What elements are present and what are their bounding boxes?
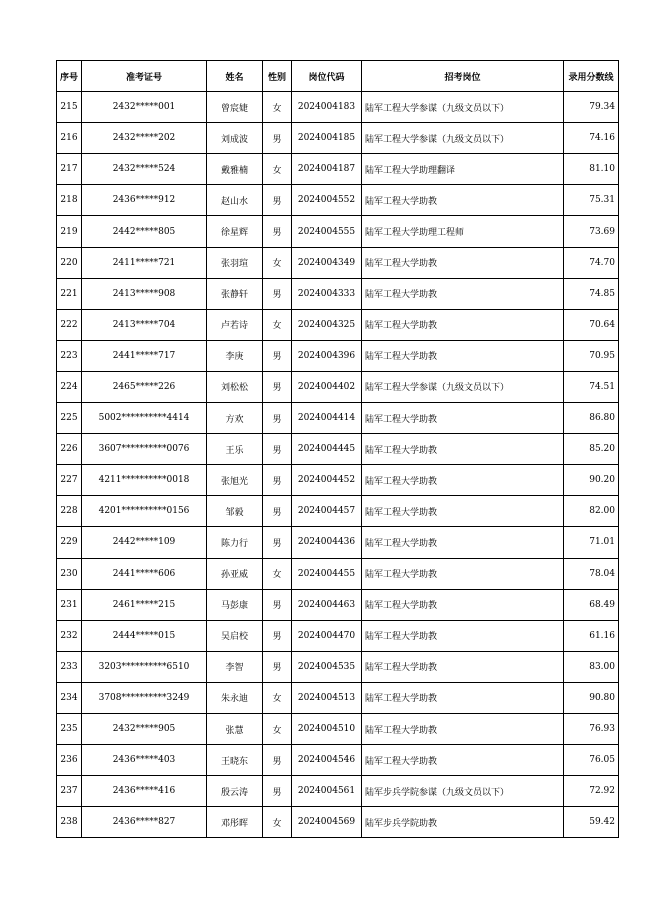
cell-ticket-number: 2436*****416 — [82, 776, 207, 807]
cell-name: 张静轩 — [207, 278, 263, 309]
cell-index: 231 — [57, 589, 82, 620]
cell-ticket-number: 3708**********3249 — [82, 682, 207, 713]
cell-post-code: 2024004561 — [292, 776, 362, 807]
cell-post: 陆军工程大学助教 — [362, 589, 564, 620]
cell-index: 232 — [57, 620, 82, 651]
cell-post-code: 2024004325 — [292, 309, 362, 340]
table-row — [57, 340, 619, 371]
cell-score-line: 74.51 — [564, 371, 619, 402]
cell-gender: 男 — [263, 185, 292, 216]
cell-post: 陆军工程大学助理工程师 — [362, 216, 564, 247]
cell-name: 刘成波 — [207, 123, 263, 154]
table-row — [57, 651, 619, 682]
cell-post: 陆军工程大学助教 — [362, 434, 564, 465]
cell-post-code: 2024004452 — [292, 465, 362, 496]
cell-score-line: 75.31 — [564, 185, 619, 216]
cell-post: 陆军步兵学院助教 — [362, 807, 564, 838]
cell-name: 李庚 — [207, 340, 263, 371]
cell-index: 228 — [57, 496, 82, 527]
header-index: 序号 — [57, 61, 82, 92]
cell-score-line: 74.16 — [564, 123, 619, 154]
cell-gender: 男 — [263, 465, 292, 496]
cell-index: 215 — [57, 92, 82, 123]
cell-index: 225 — [57, 403, 82, 434]
cell-gender: 男 — [263, 496, 292, 527]
cell-score-line: 90.80 — [564, 682, 619, 713]
cell-post: 陆军工程大学助教 — [362, 651, 564, 682]
cell-gender: 男 — [263, 651, 292, 682]
cell-post-code: 2024004333 — [292, 278, 362, 309]
cell-gender: 男 — [263, 371, 292, 402]
cell-score-line: 70.95 — [564, 340, 619, 371]
cell-gender: 男 — [263, 403, 292, 434]
cell-post-code: 2024004183 — [292, 92, 362, 123]
cell-score-line: 90.20 — [564, 465, 619, 496]
cell-post-code: 2024004396 — [292, 340, 362, 371]
table-row — [57, 309, 619, 340]
cell-post: 陆军工程大学助教 — [362, 527, 564, 558]
cell-gender: 男 — [263, 527, 292, 558]
table-row — [57, 371, 619, 402]
cell-name: 王乐 — [207, 434, 263, 465]
cell-gender: 女 — [263, 558, 292, 589]
cell-name: 戴雅楠 — [207, 154, 263, 185]
cell-score-line: 71.01 — [564, 527, 619, 558]
cell-post-code: 2024004463 — [292, 589, 362, 620]
cell-score-line: 72.92 — [564, 776, 619, 807]
cell-post: 陆军工程大学参谋（九级文员以下） — [362, 92, 564, 123]
cell-gender: 女 — [263, 713, 292, 744]
cell-ticket-number: 2465*****226 — [82, 371, 207, 402]
cell-ticket-number: 2432*****524 — [82, 154, 207, 185]
cell-name: 孙亚威 — [207, 558, 263, 589]
cell-ticket-number: 2413*****704 — [82, 309, 207, 340]
cell-post-code: 2024004436 — [292, 527, 362, 558]
table-row — [57, 403, 619, 434]
cell-score-line: 68.49 — [564, 589, 619, 620]
cell-ticket-number: 2432*****905 — [82, 713, 207, 744]
cell-post: 陆军工程大学助教 — [362, 403, 564, 434]
cell-gender: 女 — [263, 247, 292, 278]
cell-name: 吴启校 — [207, 620, 263, 651]
cell-gender: 男 — [263, 216, 292, 247]
cell-gender: 男 — [263, 776, 292, 807]
cell-ticket-number: 3607**********0076 — [82, 434, 207, 465]
cell-post-code: 2024004470 — [292, 620, 362, 651]
cell-index: 218 — [57, 185, 82, 216]
cell-gender: 男 — [263, 123, 292, 154]
cell-score-line: 76.05 — [564, 745, 619, 776]
cell-ticket-number: 2441*****606 — [82, 558, 207, 589]
cell-post: 陆军工程大学助教 — [362, 465, 564, 496]
cell-ticket-number: 2442*****805 — [82, 216, 207, 247]
cell-post: 陆军工程大学助教 — [362, 247, 564, 278]
cell-gender: 女 — [263, 807, 292, 838]
cell-score-line: 59.42 — [564, 807, 619, 838]
cell-ticket-number: 2436*****827 — [82, 807, 207, 838]
cell-post: 陆军工程大学助教 — [362, 558, 564, 589]
cell-post-code: 2024004552 — [292, 185, 362, 216]
table-row — [57, 682, 619, 713]
cell-gender: 女 — [263, 92, 292, 123]
table-row — [57, 527, 619, 558]
cell-name: 王晓东 — [207, 745, 263, 776]
cell-ticket-number: 5002**********4414 — [82, 403, 207, 434]
admission-score-table — [56, 60, 619, 838]
cell-index: 235 — [57, 713, 82, 744]
cell-post: 陆军工程大学助教 — [362, 185, 564, 216]
cell-post-code: 2024004414 — [292, 403, 362, 434]
cell-post: 陆军工程大学助理翻译 — [362, 154, 564, 185]
cell-name: 张旭光 — [207, 465, 263, 496]
cell-score-line: 61.16 — [564, 620, 619, 651]
cell-ticket-number: 2432*****202 — [82, 123, 207, 154]
cell-index: 224 — [57, 371, 82, 402]
cell-name: 陈力行 — [207, 527, 263, 558]
cell-index: 229 — [57, 527, 82, 558]
cell-ticket-number: 2413*****908 — [82, 278, 207, 309]
cell-post-code: 2024004402 — [292, 371, 362, 402]
cell-gender: 男 — [263, 278, 292, 309]
cell-index: 220 — [57, 247, 82, 278]
table-row — [57, 713, 619, 744]
table-row — [57, 776, 619, 807]
cell-gender: 男 — [263, 589, 292, 620]
cell-index: 227 — [57, 465, 82, 496]
cell-post-code: 2024004535 — [292, 651, 362, 682]
cell-index: 238 — [57, 807, 82, 838]
cell-gender: 女 — [263, 682, 292, 713]
cell-ticket-number: 4211**********0018 — [82, 465, 207, 496]
cell-ticket-number: 2432*****001 — [82, 92, 207, 123]
cell-name: 李智 — [207, 651, 263, 682]
cell-name: 马彭康 — [207, 589, 263, 620]
cell-score-line: 83.00 — [564, 651, 619, 682]
cell-ticket-number: 3203**********6510 — [82, 651, 207, 682]
table-row — [57, 620, 619, 651]
cell-index: 217 — [57, 154, 82, 185]
cell-post-code: 2024004457 — [292, 496, 362, 527]
cell-post-code: 2024004185 — [292, 123, 362, 154]
cell-score-line: 79.34 — [564, 92, 619, 123]
table-row — [57, 434, 619, 465]
cell-score-line: 86.80 — [564, 403, 619, 434]
cell-post: 陆军工程大学助教 — [362, 340, 564, 371]
cell-index: 236 — [57, 745, 82, 776]
cell-name: 曾宸婕 — [207, 92, 263, 123]
cell-score-line: 74.85 — [564, 278, 619, 309]
cell-post-code: 2024004546 — [292, 745, 362, 776]
cell-ticket-number: 2436*****403 — [82, 745, 207, 776]
cell-name: 赵山水 — [207, 185, 263, 216]
cell-post-code: 2024004555 — [292, 216, 362, 247]
table-row — [57, 807, 619, 838]
cell-post-code: 2024004349 — [292, 247, 362, 278]
table-row — [57, 278, 619, 309]
cell-score-line: 85.20 — [564, 434, 619, 465]
cell-ticket-number: 4201**********0156 — [82, 496, 207, 527]
cell-ticket-number: 2444*****015 — [82, 620, 207, 651]
cell-score-line: 76.93 — [564, 713, 619, 744]
cell-score-line: 81.10 — [564, 154, 619, 185]
cell-name: 朱永迪 — [207, 682, 263, 713]
cell-gender: 男 — [263, 620, 292, 651]
cell-index: 222 — [57, 309, 82, 340]
header-score-line: 录用分数线 — [564, 61, 619, 92]
table-row — [57, 92, 619, 123]
cell-gender: 男 — [263, 340, 292, 371]
table-row — [57, 558, 619, 589]
cell-name: 邓彤晖 — [207, 807, 263, 838]
table-row — [57, 185, 619, 216]
cell-name: 邹毅 — [207, 496, 263, 527]
cell-score-line: 74.70 — [564, 247, 619, 278]
cell-index: 219 — [57, 216, 82, 247]
cell-gender: 男 — [263, 745, 292, 776]
cell-ticket-number: 2442*****109 — [82, 527, 207, 558]
table-row — [57, 589, 619, 620]
table-row — [57, 123, 619, 154]
cell-index: 226 — [57, 434, 82, 465]
cell-post: 陆军工程大学助教 — [362, 278, 564, 309]
cell-post: 陆军工程大学参谋（九级文员以下） — [362, 123, 564, 154]
table-row — [57, 154, 619, 185]
cell-name: 殷云涛 — [207, 776, 263, 807]
cell-post-code: 2024004569 — [292, 807, 362, 838]
cell-ticket-number: 2411*****721 — [82, 247, 207, 278]
table-header-row — [57, 61, 619, 92]
cell-name: 张羽瑄 — [207, 247, 263, 278]
cell-index: 237 — [57, 776, 82, 807]
cell-index: 223 — [57, 340, 82, 371]
cell-post-code: 2024004187 — [292, 154, 362, 185]
cell-index: 221 — [57, 278, 82, 309]
table-row — [57, 745, 619, 776]
cell-post-code: 2024004510 — [292, 713, 362, 744]
cell-gender: 女 — [263, 154, 292, 185]
cell-post: 陆军工程大学参谋（九级文员以下） — [362, 371, 564, 402]
table-row — [57, 247, 619, 278]
cell-post: 陆军工程大学助教 — [362, 309, 564, 340]
table-row — [57, 216, 619, 247]
cell-post: 陆军工程大学助教 — [362, 713, 564, 744]
cell-post: 陆军工程大学助教 — [362, 620, 564, 651]
cell-post-code: 2024004455 — [292, 558, 362, 589]
cell-gender: 男 — [263, 434, 292, 465]
cell-name: 方欢 — [207, 403, 263, 434]
cell-score-line: 82.00 — [564, 496, 619, 527]
cell-ticket-number: 2461*****215 — [82, 589, 207, 620]
table-row — [57, 465, 619, 496]
header-post-code: 岗位代码 — [292, 61, 362, 92]
cell-index: 230 — [57, 558, 82, 589]
cell-score-line: 70.64 — [564, 309, 619, 340]
header-gender: 性别 — [263, 61, 292, 92]
cell-gender: 女 — [263, 309, 292, 340]
table-row — [57, 496, 619, 527]
header-name: 姓名 — [207, 61, 263, 92]
cell-index: 216 — [57, 123, 82, 154]
cell-name: 卢若诗 — [207, 309, 263, 340]
cell-post: 陆军工程大学助教 — [362, 496, 564, 527]
cell-score-line: 73.69 — [564, 216, 619, 247]
cell-post-code: 2024004445 — [292, 434, 362, 465]
header-post: 招考岗位 — [362, 61, 564, 92]
cell-ticket-number: 2436*****912 — [82, 185, 207, 216]
cell-ticket-number: 2441*****717 — [82, 340, 207, 371]
cell-post: 陆军工程大学助教 — [362, 745, 564, 776]
cell-index: 234 — [57, 682, 82, 713]
cell-score-line: 78.04 — [564, 558, 619, 589]
cell-index: 233 — [57, 651, 82, 682]
cell-post: 陆军工程大学助教 — [362, 682, 564, 713]
cell-post: 陆军步兵学院参谋（九级文员以下） — [362, 776, 564, 807]
cell-name: 张慧 — [207, 713, 263, 744]
header-ticket-number: 准考证号 — [82, 61, 207, 92]
cell-post-code: 2024004513 — [292, 682, 362, 713]
cell-name: 刘松松 — [207, 371, 263, 402]
cell-name: 徐星辉 — [207, 216, 263, 247]
